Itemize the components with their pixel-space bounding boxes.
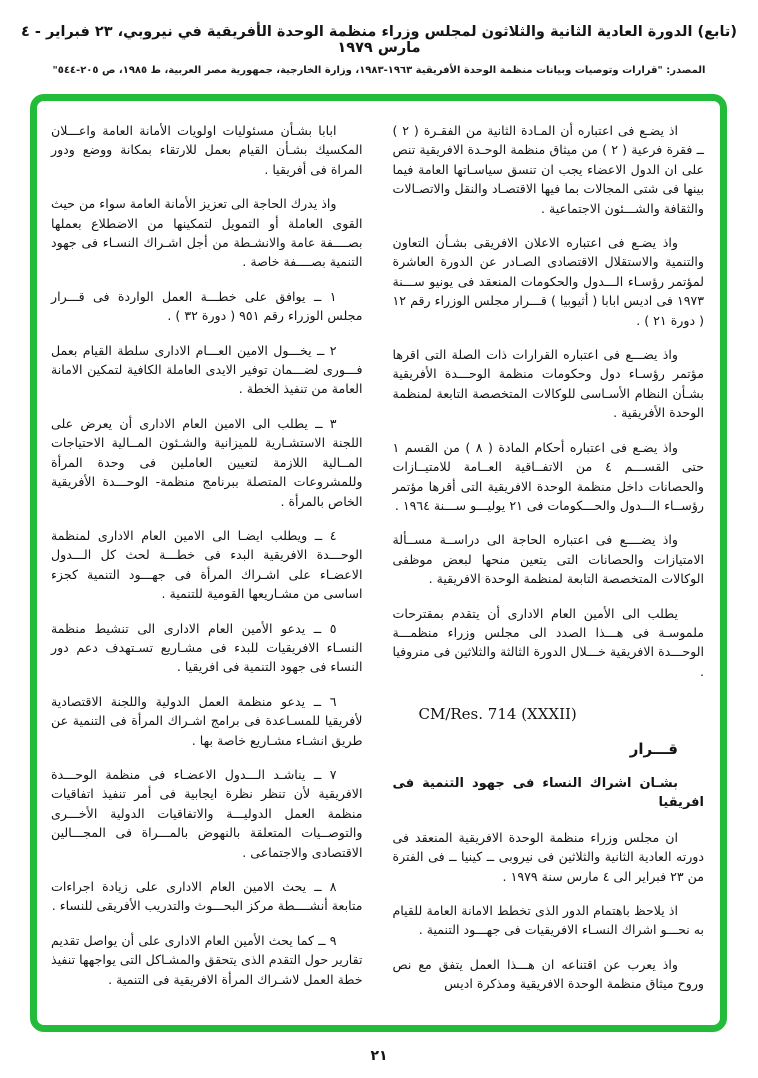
- two-column-layout: [51, 121, 704, 1017]
- page-header: [0, 0, 758, 76]
- paragraph: اذ يلاحظ باهتمام الدور الذى تخطط الامانة العامة للقيام به نحـــو اشراك النسـاء الافريقيات فى جهـــود التنمية .: [392, 903, 704, 938]
- numbered-item: ٤ ــ ويطلب ايضـا الى الامين العام الادارى لمنظمة الوحـــدة الافريقية البدء فى خطـــة لحث كل الـــدول الاعضـاء على اشـراك المرأة فى جهـــود التنمية كجزء اساسى من مشـاريعها القومية للتنمية .: [51, 527, 363, 602]
- decision-heading: قـــرار: [629, 739, 678, 758]
- source-citation: المصدر: "قرارات وتوصيات وبيانات منظمة الوحدة الأفريقية ١٩٦٣-١٩٨٣، وزارة الخارجية، جمهورية مصر العربية، ط ١٩٨٥، ص ٢٠٥-٥٤٤": [52, 65, 706, 76]
- session-title: (تابع) الدورة العادية الثانية والثلاثون لمجلس وزراء منظمة الوحدة الأفريقية في نيروبي، ٢٣ فبراير - ٤ مارس ١٩٧٩: [21, 24, 737, 56]
- right-column: [393, 121, 705, 1017]
- numbered-item: ٧ ــ يناشـد الـــدول الاعضـاء فى منظمة الوحـــدة الافريقية لأن تنظر نظرة ايجابية فى أمر تنفيذ اتفاقيات منظمة العمل الدوليـــة والاتفاقيات الدولية الأخـــرى والتوصــيات المتعلقة بالنهوض بالمـــراة فى المجـــالين الاقتصادى والاجتماعى .: [51, 766, 363, 860]
- resolution-reference: CM/Res. 714 (XXXII): [418, 705, 577, 724]
- numbered-item: ٥ ــ يدعو الأمين العام الادارى الى تنشيط منظمة النسـاء الافريقيات للبدء فى مشـاريع تسـتهدف دعم دور النساء فى جهود التنمية فى افريقيا .: [51, 620, 363, 675]
- paragraph: واذ يعرب عن اقتناعه ان هـــذا العمل يتفق مع نص وروح ميثاق منظمة الوحدة الافريقية ومذكرة اديس: [392, 956, 704, 992]
- numbered-item: ٦ ــ يدعو منظمة العمل الدولية واللجنة الاقتصادية لأفريقيا للمسـاعدة فى برامج اشـراك المرأة فى التنمية عن طريق انشـاء مشـاريع خاصة بها .: [51, 693, 363, 748]
- paragraph: اذ يضـع فى اعتباره أن المـادة الثانية من الفقـرة ( ٢ ) ــ فقرة فرعية ( ٢ ) من ميثاق منظمة الوحـدة الافريقية تنص على ان الدول الاعضاء يجب ان تنسق سياسـاتها العامة فيما بينها فى شتى المجالات بما فيها الاقتصـاد والنقل والاتصـالات والثقافة والشـــئون الاجتماعية .: [392, 123, 704, 216]
- paragraph: ابابا بشـأن مسئوليات اولويات الأمانة العامة واعـــلان المكسيك بشـأن القيام بعمل للارتقاء بمكانة ووضع ودور المراة فى أفريقيا .: [51, 123, 363, 177]
- page-number: ٢١: [370, 1048, 388, 1064]
- numbered-item: ٢ ــ يخـــول الامين العـــام الادارى سلطة القيام بعمل فـــورى لضـــمان توفير الايدى العاملة الكافية لتمكين الامانة العامة من تنفيذ الخطة .: [51, 342, 363, 397]
- numbered-item: ١ ــ يوافق على خطـــة العمل الواردة فى قـــرار مجلس الوزراء رقم ٩٥١ ( دورة ٣٢ ) .: [51, 288, 363, 324]
- numbered-item: ٨ ــ يحث الامين العام الادارى على زيادة اجراءات متابعة أنشــــطة مركز البحـــوث والتدريب الأفريقى للنساء .: [51, 879, 363, 914]
- numbered-item: ٣ ــ يطلب الى الامين العام الادارى أن يعرض على اللجنة الاستشـارية للميزانية والشـئون المــالية الاحتياجات المــالية اللازمة لتعيين العاملين فى وحدة المرأة وللمشروعات المتصلة ببرنامج منظمة- الوحـــدة الأفريقية الخاص بالمرأة .: [51, 415, 363, 509]
- paragraph: واذ يضـــع فى اعتباره القرارات ذات الصلة التى اقرها مؤتمر رؤسـاء دول وحكومات منظمة الوحـــدة الأفريقية بشـأن النظام الأسـاسى للوكالات المتخصصة التابعة لمنظمة الوحدة الأفريقية .: [392, 347, 704, 421]
- numbered-item: ٩ ــ كما يحث الأمين العام الادارى على أن يواصل تقديم تقارير حول التقدم الذى يتحقق والمشـاكل التى يواجهها تنفيذ خطة العمل لاشـراك المرأة الافريقية فى التنمية .: [51, 932, 363, 987]
- paragraph: واذ يضـع فى اعتباره أحكام المادة ( ٨ ) من القسم ١ حتى القســـم ٤ من الاتفــاقية العــامة للامتيــازات والحصانات داخل منظمة الوحدة الافريقية التى أقرها مؤتمر رؤســاء الـــدول والحـــكومات فى ٢١ يوليـــو ســـنة ١٩٦٤ .: [392, 439, 705, 513]
- paragraph: واذ يدرك الحاجة الى تعزيز الأمانة العامة سواء من حيث القوى العاملة أو التمويل لتمكينها من الاضطلاع بعملها بصــــفة عامة والانشـطة من أجل اشـراك النسـاء فى جهود التنمية بصــــفة خاصة .: [51, 196, 363, 270]
- paragraph: واذ يضــــع فى اعتباره الحاجة الى دراســة مســألة الامتيازات والحصانات التى يتعين منحها لبعض موظفى الوكالات المتخصصة التابعة لمنظمة الوحدة الافريقية .: [392, 532, 704, 587]
- paragraph: واذ يضـع فى اعتباره الاعلان الافريقى بشـأن التعاون والتنمية والاستقلال الاقتصادى الصـادر عن الدورة العاشرة لمؤتمر رؤسـاء الـــدول والحكومات المنعقد فى يونيو ســـنة ١٩٧٣ فى اديس ابابا ( أثيوبيا ) قـــرار مجلس الوزراء رقم ١٢ ( دورة ٢١ ) .: [392, 235, 704, 328]
- green-border-frame: [30, 94, 727, 1032]
- paragraph: يطلب الى الأمين العام الادارى أن يتقدم بمقترحات ملموسـة فى هـــذا الصدد الى مجلس وزراء منظمـــة الوحـــدة الافريقية خـــلال الدورة الثالثة والثلاثين فى منروفيا .: [392, 605, 704, 679]
- paragraph: ان مجلس وزراء منظمة الوحدة الافريقية المنعقد فى دورته العادية الثانية والثلاثين فى نيروبى ــ كينيا ــ فى الفترة من ٢٣ فبراير الى ٤ مارس سنة ١٩٧٩ .: [392, 829, 704, 884]
- left-column: [51, 121, 363, 1017]
- decision-subtitle: بشـان اشراك النساء فى جهود التنمية فى افريقيا: [392, 775, 704, 811]
